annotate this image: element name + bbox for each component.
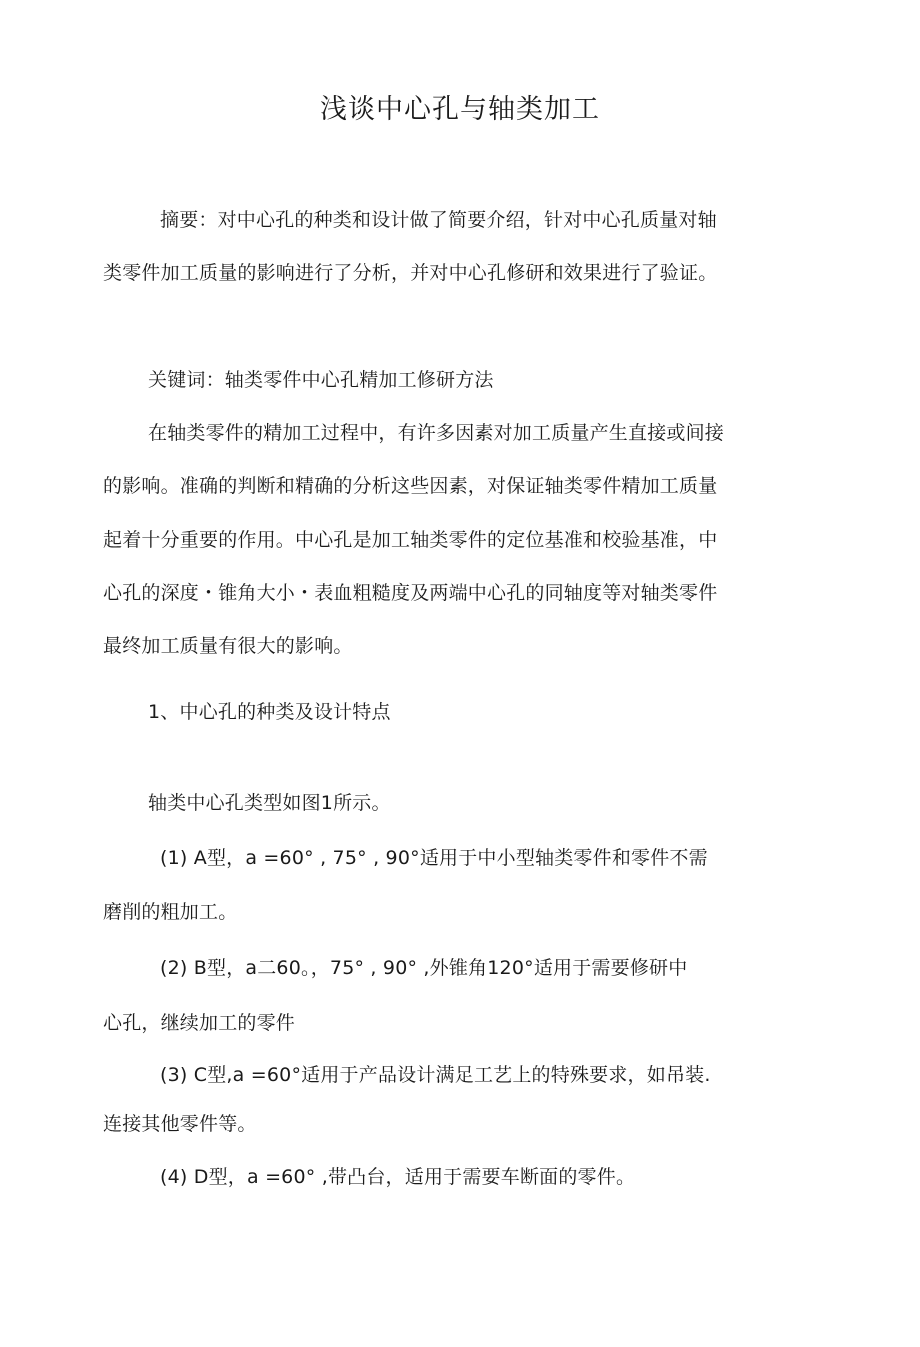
type-c-line-1: (3) C型,a =60°适用于产品设计满足工艺上的特殊要求，如吊装. bbox=[160, 1064, 711, 1086]
intro-line-5: 最终加工质量有很大的影响。 bbox=[103, 635, 353, 657]
intro-line-1: 在轴类零件的精加工过程中，有许多因素对加工质量产生直接或间接 bbox=[148, 422, 725, 444]
type-a-line-2: 磨削的粗加工。 bbox=[103, 901, 238, 923]
abstract-line-2: 类零件加工质量的影响进行了分析，并对中心孔修研和效果进行了验证。 bbox=[103, 262, 718, 284]
type-a-line-1: (1) A型，a =60° , 75° , 90°适用于中小型轴类零件和零件不需 bbox=[160, 847, 708, 869]
intro-line-4: 心孔的深度・锥角大小・表血粗糙度及两端中心孔的同轴度等对轴类零件 bbox=[103, 582, 718, 604]
types-intro: 轴类中心孔类型如图1所示。 bbox=[148, 792, 391, 814]
type-c-line-2: 连接其他零件等。 bbox=[103, 1113, 257, 1135]
section-1-heading: 1、中心孔的种类及设计特点 bbox=[148, 701, 391, 723]
abstract-line-1: 摘要：对中心孔的种类和设计做了简要介绍，针对中心孔质量对轴 bbox=[160, 209, 717, 231]
type-d-line-1: (4) D型，a =60° ,带凸台，适用于需要车断面的零件。 bbox=[160, 1166, 636, 1188]
intro-line-3: 起着十分重要的作用。中心孔是加工轴类零件的定位基准和校验基准，中 bbox=[103, 529, 718, 551]
type-b-line-1: (2) B型，a二60。，75° , 90° ,外锥角120°适用于需要修研中 bbox=[160, 957, 688, 979]
intro-line-2: 的影响。准确的判断和精确的分析这些因素，对保证轴类零件精加工质量 bbox=[103, 475, 718, 497]
keywords-line: 关键词：轴类零件中心孔精加工修研方法 bbox=[148, 369, 494, 391]
type-b-line-2: 心孔，继续加工的零件 bbox=[103, 1012, 296, 1034]
document-title: 浅谈中心孔与轴类加工 bbox=[320, 94, 600, 125]
